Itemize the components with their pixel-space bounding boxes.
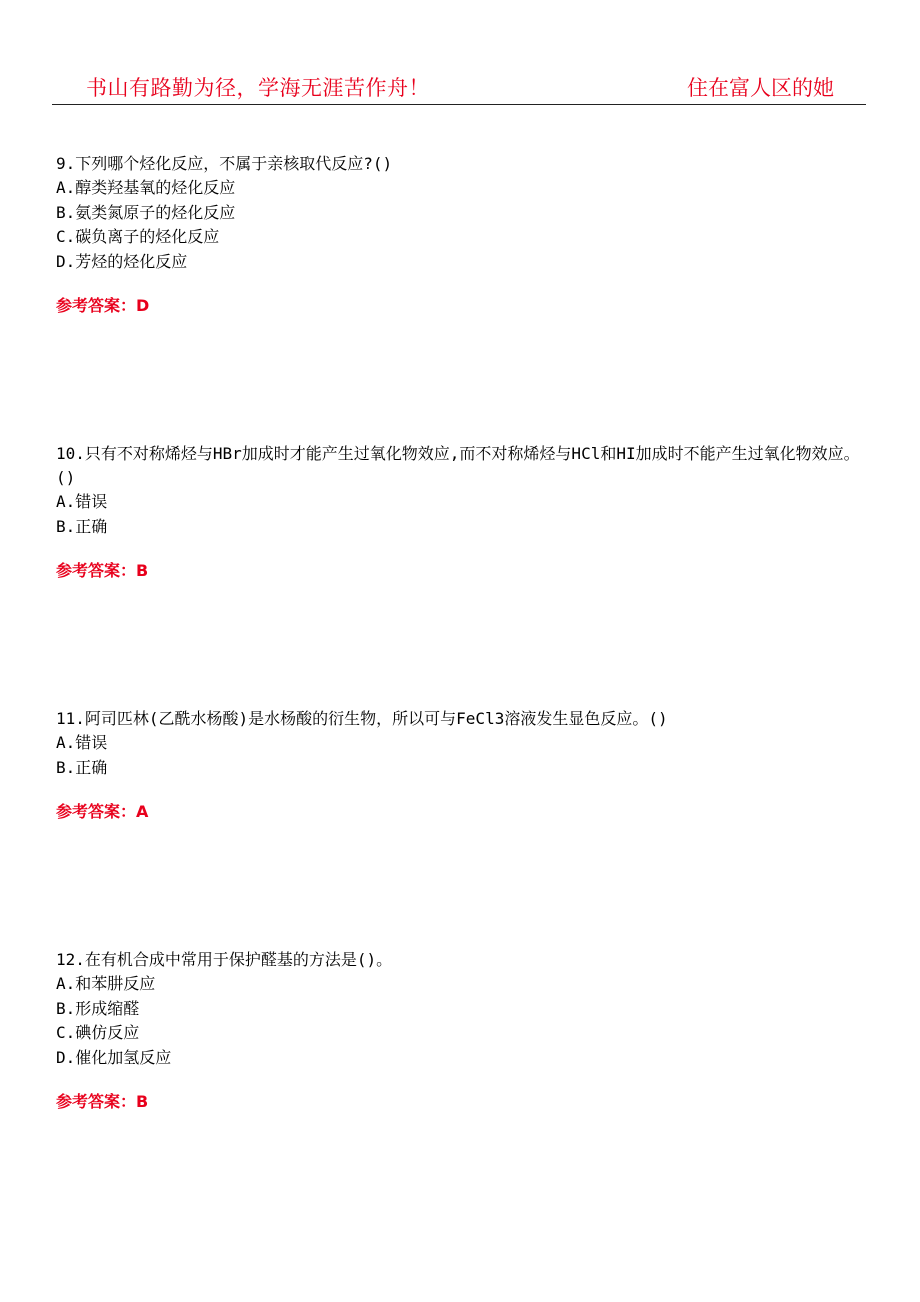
answer-value: B	[136, 561, 149, 580]
option-a: A.和苯肼反应	[56, 974, 156, 993]
option-b: B.正确	[56, 757, 108, 777]
question-stem: 10.只有不对称烯烃与HBr加成时才能产生过氧化物效应,而不对称烯烃与HCl和HI加成时不能产生过氧化物效应。()	[56, 444, 860, 487]
option-d: D.芳烃的烃化反应	[56, 251, 188, 271]
answer-value: B	[136, 1092, 149, 1111]
question-stem: 12.在有机合成中常用于保护醛基的方法是()。	[56, 950, 393, 969]
question-12	[56, 948, 868, 1112]
header-motto: 书山有路勤为径，学海无涯苦作舟！	[86, 76, 430, 100]
option-d: D.催化加氢反应	[56, 1047, 172, 1067]
header-author: 住在富人区的她	[687, 76, 834, 100]
question-11	[56, 707, 868, 822]
answer-line	[56, 1092, 868, 1112]
option-a: A.错误	[56, 733, 108, 752]
answer-line	[56, 561, 868, 581]
answer-label: 参考答案：	[56, 561, 137, 580]
answer-value: A	[136, 802, 149, 821]
question-stem: 9.下列哪个烃化反应，不属于亲核取代反应?()	[56, 154, 393, 173]
answer-label: 参考答案：	[56, 802, 137, 821]
option-c: C.碳负离子的烃化反应	[56, 227, 220, 246]
answer-label: 参考答案：	[56, 296, 137, 315]
answer-line	[56, 296, 868, 316]
question-9	[56, 152, 868, 316]
question-10	[56, 442, 868, 581]
option-b: B.氨类氮原子的烃化反应	[56, 202, 236, 222]
question-stem: 11.阿司匹林(乙酰水杨酸)是水杨酸的衍生物，所以可与FeCl3溶液发生显色反应。()	[56, 709, 668, 728]
page-header	[52, 70, 866, 105]
option-a: A.错误	[56, 492, 108, 511]
option-c: C.碘仿反应	[56, 1023, 140, 1042]
option-b: B.形成缩醛	[56, 998, 140, 1018]
answer-line	[56, 802, 868, 822]
option-a: A.醇类羟基氧的烃化反应	[56, 178, 236, 197]
answer-value: D	[136, 296, 150, 315]
option-b: B.正确	[56, 516, 108, 536]
answer-label: 参考答案：	[56, 1092, 137, 1111]
